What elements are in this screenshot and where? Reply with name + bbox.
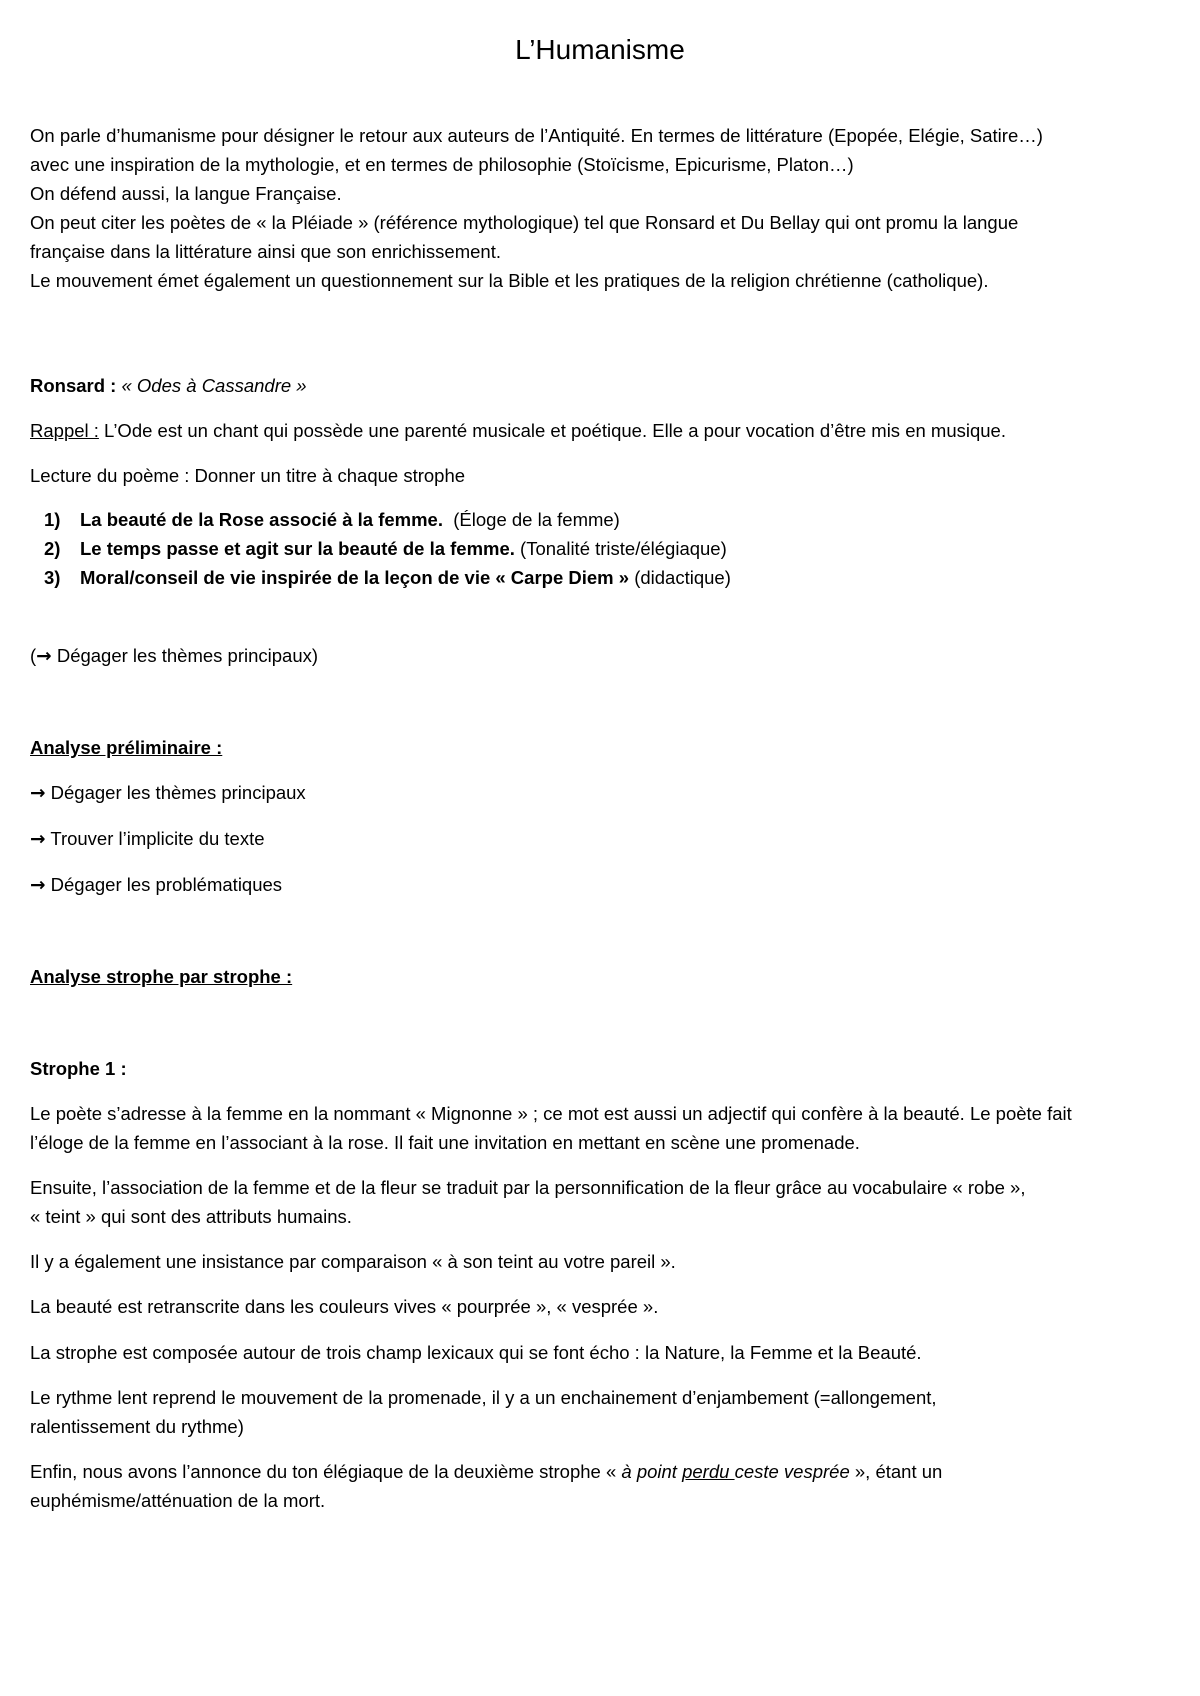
- page-title: L’Humanisme: [515, 34, 685, 65]
- strophe-1-paragraph: La strophe est composée autour de trois champ lexicaux qui se font écho : la Nature, la Femme et la Beauté.: [30, 1342, 922, 1363]
- paragraph-line: Ensuite, l’association de la femme et de la fleur se traduit par la personnification de la fleur grâce au vocabulaire « robe »,: [30, 1177, 1026, 1198]
- strophe-1-paragraph: [30, 1383, 1180, 1441]
- paragraph-line: Le poète s’adresse à la femme en la nommant « Mignonne » ; ce mot est aussi un adjectif qui confère à la beauté. Le poète fait: [30, 1103, 1072, 1124]
- intro-line: On parle d’humanisme pour désigner le retour aux auteurs de l’Antiquité. En termes de littérature (Epopée, Elégie, Satire…): [30, 125, 1043, 146]
- paren-open: (: [30, 645, 37, 666]
- strophe-note: (Tonalité triste/élégiaque): [514, 538, 727, 559]
- strophe-title: La beauté de la Rose associé à la femme.: [80, 509, 443, 530]
- ronsard-heading: [30, 371, 1180, 400]
- text-span: Enfin, nous avons l’annonce du ton élégiaque de la deuxième strophe «: [30, 1461, 622, 1482]
- strophe-list-item: [30, 505, 1180, 534]
- text-span: », étant un: [849, 1461, 943, 1482]
- rappel-line: [30, 416, 1180, 445]
- list-item-text: Dégager les problématiques: [50, 874, 283, 895]
- strophe-title: Moral/conseil de vie inspirée de la leçon de vie « Carpe Diem »: [80, 567, 630, 588]
- strophe-note: (didactique): [629, 567, 731, 588]
- paren-text: Dégager les thèmes principaux): [51, 645, 319, 666]
- list-item: [30, 824, 1180, 854]
- quote-text: ceste vesprée: [734, 1461, 850, 1482]
- paragraph-line: Le rythme lent reprend le mouvement de la promenade, il y a un enchainement d’enjambement (=allongement,: [30, 1387, 937, 1408]
- arrow-right-icon: →: [30, 875, 46, 896]
- list-number: 3): [44, 567, 61, 588]
- ronsard-label: Ronsard :: [30, 375, 117, 396]
- paragraph-line: ralentissement du rythme): [30, 1416, 244, 1437]
- strophe-1-heading: Strophe 1 :: [30, 1058, 127, 1079]
- intro-line: française dans la littérature ainsi que son enrichissement.: [30, 241, 501, 262]
- quote-underlined-text: perdu: [682, 1461, 735, 1482]
- strophe-1-paragraph: [30, 1173, 1180, 1231]
- strophe-list: [30, 505, 1180, 592]
- arrow-right-icon: →: [30, 829, 46, 850]
- analyse-strophe-heading: Analyse strophe par strophe :: [30, 966, 293, 987]
- strophe-title: Le temps passe et agit sur la beauté de la femme.: [80, 538, 515, 559]
- analyse-preliminaire-heading: Analyse préliminaire :: [30, 737, 223, 758]
- arrow-right-icon: →: [30, 783, 46, 804]
- paragraph-line: « teint » qui sont des attributs humains.: [30, 1206, 352, 1227]
- rappel-label: Rappel :: [30, 420, 99, 441]
- list-item: [30, 778, 1180, 808]
- list-number: 1): [44, 509, 61, 530]
- intro-paragraph: [30, 121, 1180, 295]
- list-item-text: Trouver l’implicite du texte: [50, 828, 265, 849]
- arrow-right-icon: →: [36, 646, 52, 667]
- paragraph-line: l’éloge de la femme en l’associant à la rose. Il fait une invitation en mettant en scène une promenade.: [30, 1132, 860, 1153]
- strophe-list-item: [30, 563, 1180, 592]
- list-number: 2): [44, 538, 61, 559]
- strophe-1-paragraph: Il y a également une insistance par comparaison « à son teint au votre pareil ».: [30, 1251, 676, 1272]
- intro-line: avec une inspiration de la mythologie, et en termes de philosophie (Stoïcisme, Epicurisme, Platon…): [30, 154, 854, 175]
- intro-line: On défend aussi, la langue Française.: [30, 183, 342, 204]
- lecture-line: Lecture du poème : Donner un titre à chaque strophe: [30, 465, 466, 486]
- analyse-preliminaire-list: [30, 778, 1180, 900]
- ronsard-work: « Odes à Cassandre »: [121, 375, 307, 396]
- strophe-1-paragraph: [30, 1457, 1180, 1515]
- strophe-1-paragraph: La beauté est retranscrite dans les couleurs vives « pourprée », « vesprée ».: [30, 1296, 659, 1317]
- intro-line: Le mouvement émet également un questionnement sur la Bible et les pratiques de la religion chrétienne (catholique).: [30, 270, 989, 291]
- paragraph-line: euphémisme/atténuation de la mort.: [30, 1490, 326, 1511]
- parenthetical-note: [30, 641, 1180, 671]
- list-item: [30, 870, 1180, 900]
- paragraph-line: [30, 1457, 1180, 1486]
- strophe-list-item: [30, 534, 1180, 563]
- list-item-text: Dégager les thèmes principaux: [50, 782, 306, 803]
- strophe-1-paragraph: [30, 1099, 1180, 1157]
- quote-text: à point: [621, 1461, 683, 1482]
- strophe-note: (Éloge de la femme): [442, 509, 620, 530]
- intro-line: On peut citer les poètes de « la Pléiade » (référence mythologique) tel que Ronsard et Du Bellay qui ont promu la langue: [30, 212, 1019, 233]
- rappel-text: L’Ode est un chant qui possède une parenté musicale et poétique. Elle a pour vocation d’être mis en musique.: [104, 420, 1006, 441]
